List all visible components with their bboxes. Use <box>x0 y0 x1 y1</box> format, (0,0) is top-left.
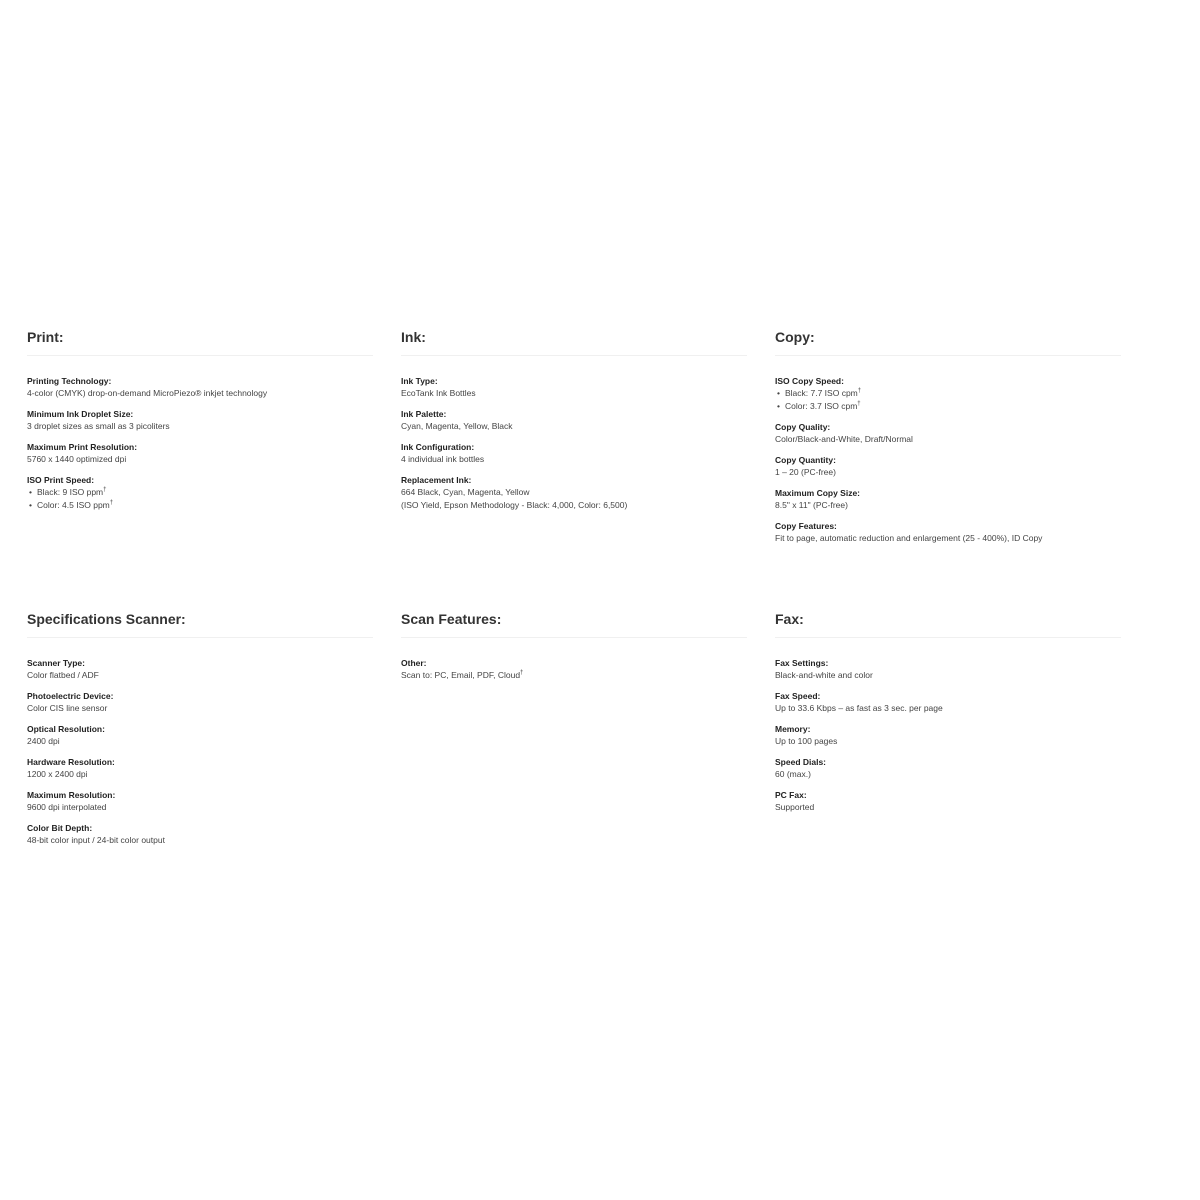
field-label: Printing Technology: <box>27 376 112 386</box>
field-fax-speed <box>775 690 1121 715</box>
list-item: • Color: 4.5 ISO ppm† <box>37 499 373 512</box>
field-optical-resolution <box>27 723 373 748</box>
field-value: 1200 x 2400 dpi <box>27 769 88 779</box>
section-ink <box>401 329 747 520</box>
field-max-copy-size <box>775 487 1121 512</box>
field-ink-palette <box>401 408 747 433</box>
section-fax <box>775 611 1121 822</box>
field-value: 3 droplet sizes as small as 3 picoliters <box>27 421 170 431</box>
field-value: 8.5" x 11" (PC-free) <box>775 500 848 510</box>
field-maximum-resolution <box>27 789 373 814</box>
field-fax-settings <box>775 657 1121 682</box>
field-max-print-resolution <box>27 441 373 466</box>
field-label: Copy Quality: <box>775 422 831 432</box>
field-label: Ink Palette: <box>401 409 447 419</box>
field-copy-features <box>775 520 1121 545</box>
field-iso-print-speed <box>27 474 373 512</box>
field-label: Maximum Resolution: <box>27 790 116 800</box>
field-label: ISO Copy Speed: <box>775 376 844 386</box>
field-ink-type <box>401 375 747 400</box>
field-value: Up to 33.6 Kbps – as fast as 3 sec. per page <box>775 703 943 713</box>
field-label: PC Fax: <box>775 790 807 800</box>
section-title: Ink: <box>401 329 747 356</box>
field-label: Memory: <box>775 724 811 734</box>
field-value-note: (ISO Yield, Epson Methodology - Black: 4,000, Color: 6,500) <box>401 500 628 510</box>
section-title: Specifications Scanner: <box>27 611 373 638</box>
field-value: Cyan, Magenta, Yellow, Black <box>401 421 513 431</box>
section-title: Print: <box>27 329 373 356</box>
field-value: 48-bit color input / 24-bit color output <box>27 835 165 845</box>
field-label: Ink Type: <box>401 376 438 386</box>
field-value: 664 Black, Cyan, Magenta, Yellow <box>401 487 530 497</box>
footnote-mark: † <box>103 487 107 494</box>
field-label: Optical Resolution: <box>27 724 105 734</box>
field-value: 4 individual ink bottles <box>401 454 485 464</box>
field-copy-quality <box>775 421 1121 446</box>
field-fax-memory <box>775 723 1121 748</box>
field-value: 5760 x 1440 optimized dpi <box>27 454 127 464</box>
section-print <box>27 329 373 520</box>
section-title: Fax: <box>775 611 1121 638</box>
field-label: Fax Speed: <box>775 691 821 701</box>
field-value: EcoTank Ink Bottles <box>401 388 476 398</box>
list-item: • Black: 9 ISO ppm† <box>37 486 373 499</box>
field-scan-other <box>401 657 747 682</box>
field-photoelectric-device <box>27 690 373 715</box>
footnote-mark: † <box>857 388 862 395</box>
section-scanner <box>27 611 373 855</box>
footnote-mark: † <box>520 670 524 677</box>
footnote-mark: † <box>109 500 114 507</box>
list-item: • Black: 7.7 ISO cpm† <box>785 387 1121 400</box>
field-label: Replacement Ink: <box>401 475 472 485</box>
field-min-ink-droplet <box>27 408 373 433</box>
field-value: Supported <box>775 802 815 812</box>
field-value: Scan to: PC, Email, PDF, Cloud <box>401 670 521 680</box>
field-value: Color flatbed / ADF <box>27 670 99 680</box>
field-value: 2400 dpi <box>27 736 60 746</box>
field-replacement-ink <box>401 474 747 512</box>
field-value: 1 – 20 (PC-free) <box>775 467 836 477</box>
field-value: 4-color (CMYK) drop-on-demand MicroPiezo® inkjet technology <box>27 388 268 398</box>
field-label: Copy Features: <box>775 521 837 531</box>
field-color-bit-depth <box>27 822 373 847</box>
field-ink-configuration <box>401 441 747 466</box>
field-label: ISO Print Speed: <box>27 475 95 485</box>
field-value: 60 (max.) <box>775 769 811 779</box>
field-value: Color CIS line sensor <box>27 703 108 713</box>
field-speed-dials <box>775 756 1121 781</box>
field-value: Fit to page, automatic reduction and enlargement (25 - 400%), ID Copy <box>775 533 1043 543</box>
field-label: Photoelectric Device: <box>27 691 114 701</box>
field-label: Speed Dials: <box>775 757 827 767</box>
field-copy-quantity <box>775 454 1121 479</box>
field-pc-fax <box>775 789 1121 814</box>
list-item: • Color: 3.7 ISO cpm† <box>785 400 1121 413</box>
footnote-mark: † <box>857 401 861 408</box>
field-label: Hardware Resolution: <box>27 757 115 767</box>
section-scan-features <box>401 611 747 690</box>
field-value: 9600 dpi interpolated <box>27 802 107 812</box>
field-hardware-resolution <box>27 756 373 781</box>
field-label: Scanner Type: <box>27 658 85 668</box>
field-label: Maximum Copy Size: <box>775 488 861 498</box>
field-label: Minimum Ink Droplet Size: <box>27 409 134 419</box>
field-label: Ink Configuration: <box>401 442 475 452</box>
field-printing-technology <box>27 375 373 400</box>
field-label: Copy Quantity: <box>775 455 836 465</box>
field-value: Up to 100 pages <box>775 736 838 746</box>
section-title: Scan Features: <box>401 611 747 638</box>
field-label: Maximum Print Resolution: <box>27 442 138 452</box>
field-label: Color Bit Depth: <box>27 823 93 833</box>
section-title: Copy: <box>775 329 1121 356</box>
bullet-list <box>27 486 373 512</box>
bullet-list <box>775 387 1121 413</box>
field-iso-copy-speed <box>775 375 1121 413</box>
field-label: Fax Settings: <box>775 658 829 668</box>
field-value: Black-and-white and color <box>775 670 873 680</box>
field-value: Color/Black-and-White, Draft/Normal <box>775 434 913 444</box>
field-label: Other: <box>401 658 427 668</box>
section-copy <box>775 329 1121 553</box>
field-scanner-type <box>27 657 373 682</box>
